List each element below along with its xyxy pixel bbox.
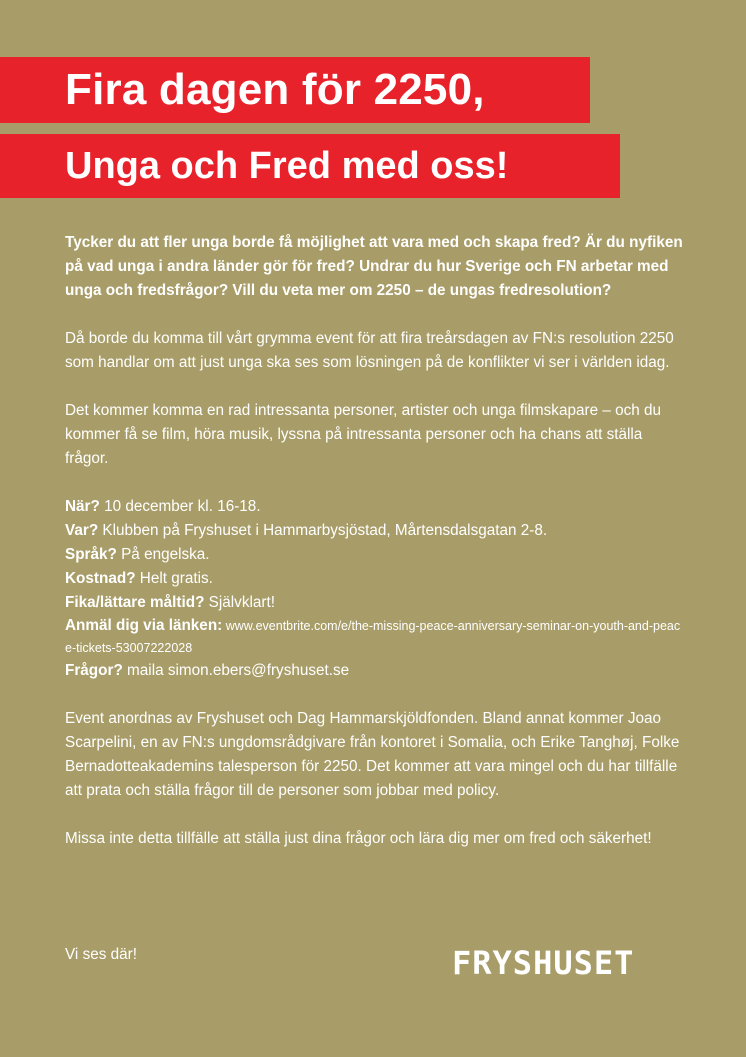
- detail-fika: [65, 591, 685, 615]
- detail-label: Språk?: [65, 546, 117, 563]
- detail-language: [65, 543, 685, 567]
- fryshuset-logo: FRYSHUSET: [452, 944, 635, 982]
- contact-email[interactable]: maila simon.ebers@fryshuset.se: [122, 662, 350, 679]
- closing-paragraph: Missa inte detta tillfälle att ställa just dina frågor och lära dig mer om fred och säkerhet!: [65, 830, 652, 847]
- detail-label: Fika/lättare måltid?: [65, 594, 205, 611]
- detail-register: [65, 615, 685, 659]
- detail-value: Självklart!: [204, 594, 275, 611]
- detail-label: Kostnad?: [65, 570, 136, 587]
- registration-link[interactable]: www.eventbrite.com/e/the-missing-peace-anniversary-seminar-on-youth-and-peace-tickets-53007222028: [65, 619, 681, 655]
- detail-label: När?: [65, 498, 100, 515]
- detail-cost: [65, 567, 685, 591]
- headline-line-1: Fira dagen för 2250,: [0, 57, 590, 123]
- detail-value: Klubben på Fryshuset i Hammarbysjöstad, Mårtensdalsgatan 2-8.: [98, 522, 548, 539]
- organizers-paragraph: Event anordnas av Fryshuset och Dag Hammarskjöldfonden. Bland annat kommer Joao Scarpelini, en av FN:s ungdomsrådgivare från kontoret i Somalia, och Erike Tanghøj, Folke Bernadotteakademins talesperson för 2250. Det kommer att vara mingel och du har tillfälle att prata och ställa frågor till de personer som jobbar med policy.: [65, 710, 680, 799]
- detail-value: Helt gratis.: [135, 570, 213, 587]
- detail-label: Frågor?: [65, 662, 123, 679]
- detail-value: 10 december kl. 16-18.: [99, 498, 261, 515]
- detail-when: [65, 495, 685, 519]
- signoff-text: Vi ses där!: [65, 946, 137, 963]
- detail-label: Var?: [65, 522, 99, 539]
- detail-questions: [65, 659, 685, 683]
- event-details: [65, 495, 685, 683]
- detail-label: Anmäl dig via länken:: [65, 617, 223, 634]
- guests-paragraph: Det kommer komma en rad intressanta personer, artister och unga filmskapare – och du kommer få se film, höra musik, lyssna på intressanta personer och ha chans att ställa frågor.: [65, 402, 662, 467]
- intro-paragraph: Tycker du att fler unga borde få möjlighet att vara med och skapa fred? Är du nyfiken på vad unga i andra länder gör för fred? Undrar du hur Sverige och FN arbetar med unga och fredsfrågor? Vill du veta mer om 2250 – de ungas fredresolution?: [65, 234, 683, 299]
- event-paragraph: Då borde du komma till vårt grymma event för att fira treårsdagen av FN:s resolution 2250 som handlar om att just unga ska ses som lösningen på de konflikter vi ser i världen idag.: [65, 330, 674, 371]
- detail-value: På engelska.: [116, 546, 210, 563]
- detail-where: [65, 519, 685, 543]
- event-description: [65, 231, 685, 875]
- headline-line-2: Unga och Fred med oss!: [0, 134, 620, 198]
